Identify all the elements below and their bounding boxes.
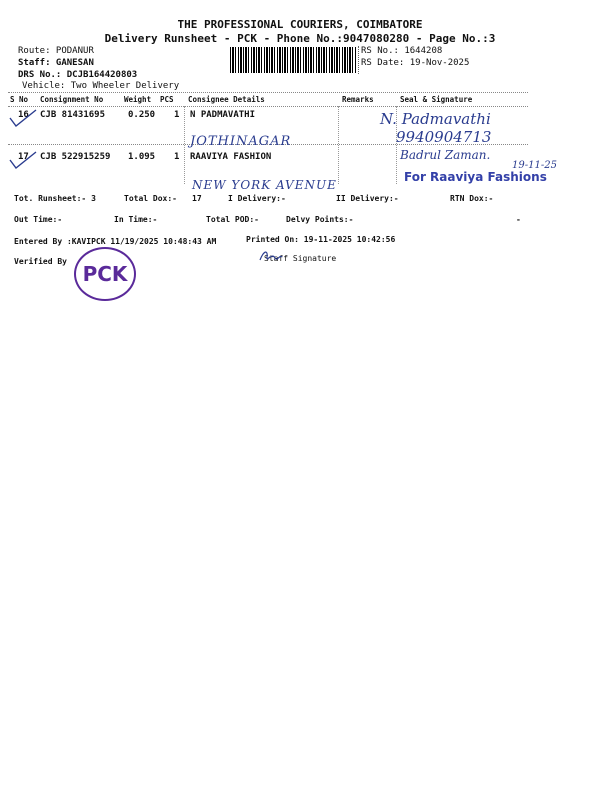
col-weight: Weight <box>124 95 152 104</box>
header-top-rule <box>8 92 528 93</box>
ii-delivery: II Delivery:- <box>336 194 399 203</box>
staff-signature-scribble <box>258 248 284 266</box>
handwritten-area-note: JOTHINAGAR <box>190 134 292 149</box>
col-separator <box>184 106 185 184</box>
company-title: THE PROFESSIONAL COURIERS, COIMBATORE <box>177 18 423 31</box>
tot-runsheet: Tot. Runsheet:- 3 <box>14 194 96 203</box>
row-weight: 0.250 <box>128 110 156 120</box>
staff-signature-label: Staff Signature <box>264 254 337 263</box>
row-sno: 16 <box>18 110 29 120</box>
staff-label: Staff: GANESAN <box>18 58 94 68</box>
pck-seal-stamp <box>74 247 136 301</box>
row-consignment: CJB 81431695 <box>40 110 106 120</box>
out-time: Out Time:- <box>14 215 63 224</box>
route-label: Route: PODANUR <box>18 46 94 56</box>
handwritten-date: 19-11-25 <box>512 160 557 171</box>
row-consignee: N PADMAVATHI <box>190 110 256 120</box>
total-dox-label: Total Dox:- <box>124 194 177 203</box>
col-sno: S No <box>10 95 29 104</box>
row-weight: 1.095 <box>128 152 156 162</box>
row-pcs: 1 <box>174 110 180 120</box>
vehicle-label: Vehicle: Two Wheeler Delivery <box>22 81 180 91</box>
col-consignee: Consignee Details <box>188 95 265 104</box>
rs-number: RS No.: 1644208 <box>361 46 443 56</box>
in-time: In Time:- <box>114 215 158 224</box>
col-seal: Seal & Signature <box>400 95 473 104</box>
rtn-dox: RTN Dox:- <box>450 194 494 203</box>
entered-by: Entered By :KAVIPCK 11/19/2025 10:48:43 AM <box>14 237 217 246</box>
row-sno: 17 <box>18 152 29 162</box>
handwritten-signature-name: N. Padmavathi <box>380 110 491 128</box>
drs-number: DRS No.: DCJB164420803 <box>18 70 138 80</box>
check-marks-icon <box>6 106 46 176</box>
row-consignment: CJB 522915259 <box>40 152 111 162</box>
runsheet-subtitle: Delivery Runsheet - PCK - Phone No.:9047080280 - Page No.:3 <box>104 32 496 45</box>
col-separator <box>338 106 339 184</box>
info-separator <box>358 46 360 74</box>
seal-text: PCK <box>82 262 128 286</box>
header-bottom-rule <box>8 106 528 107</box>
row-consignee: RAAVIYA FASHION <box>190 152 272 162</box>
i-delivery: I Delivery:- <box>228 194 286 203</box>
handwritten-street-note: NEW YORK AVENUE <box>192 178 337 192</box>
total-dox-value: 17 <box>192 194 202 203</box>
rs-date: RS Date: 19-Nov-2025 <box>361 58 470 68</box>
dash-mark: - <box>516 215 521 224</box>
col-pcs: PCS <box>160 95 174 104</box>
barcode-image <box>230 47 356 73</box>
col-consignment: Consignment No <box>40 95 104 104</box>
printed-on: Printed On: 19-11-2025 10:42:56 <box>246 235 396 244</box>
company-stamp: For Raaviya Fashions <box>404 170 547 184</box>
delvy-points: Delvy Points:- <box>286 215 354 224</box>
verified-by: Verified By <box>14 257 67 266</box>
col-remarks: Remarks <box>342 95 374 104</box>
handwritten-signature-2: Badrul Zaman. <box>400 148 491 162</box>
handwritten-signature-phone: 9940904713 <box>396 128 492 146</box>
total-pod: Total POD:- <box>206 215 259 224</box>
row-pcs: 1 <box>174 152 180 162</box>
